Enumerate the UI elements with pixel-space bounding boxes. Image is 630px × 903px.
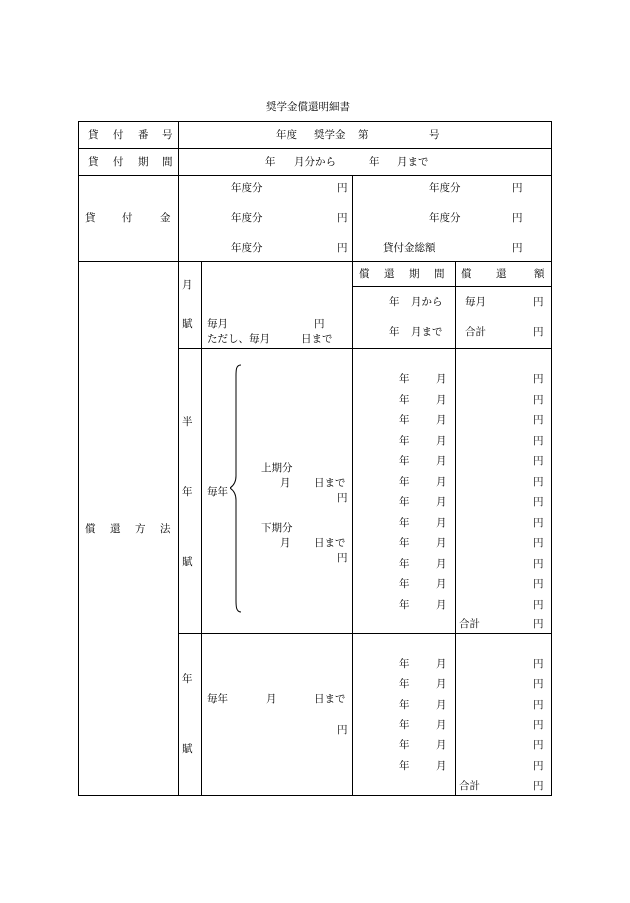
label-loan-amount-1: 貸 [85,212,96,224]
loan-number-go: 号 [429,129,440,141]
schedule-row-month: 月 [436,557,447,570]
annual-total-yen: 円 [533,780,544,792]
loan-yen: 円 [512,182,523,194]
schedule-row-yen: 円 [533,759,544,772]
schedule-row-yen: 円 [533,578,544,590]
schedule-row-yen: 円 [533,496,544,508]
semiannual-every-year: 毎年 [207,486,228,498]
schedule-row-yen: 円 [533,718,544,731]
semiannual-second-month: 月 [280,537,291,549]
schedule-row-month: 月 [436,658,447,670]
period-from-year: 年 [265,156,276,168]
annual-total: 合計 [459,780,480,792]
loan-yen: 円 [512,242,523,254]
schedule-row-year: 年 [399,678,410,691]
schedule-row-year: 年 [399,516,410,529]
loan-year-part: 年度分 [231,242,263,254]
schedule-row-month: 月 [436,455,447,467]
schedule-row-yen: 円 [533,678,544,691]
label-loan-amount-2: 付 [122,212,133,224]
schedule-row-yen: 円 [533,393,544,406]
schedule-row-yen: 円 [533,414,544,426]
semiannual-total: 合計 [459,618,480,630]
monthly-until-day: 日まで [301,333,333,345]
label-loan-number-3: 番 [138,129,149,141]
loan-number-fiscal-year: 年度 [276,129,297,141]
loan-yen: 円 [337,212,348,224]
loan-year-part: 年度分 [231,212,263,224]
monthly-amount-every: 毎月 [465,296,486,308]
monthly-amount-total-yen: 円 [533,326,544,338]
monthly-to-month: 月まで [411,326,443,338]
semiannual-second-yen: 円 [337,552,348,564]
loan-number-scholarship: 奨学金 [314,129,346,141]
period-from-month: 月分から [294,156,336,168]
schedule-row-month: 月 [436,698,447,711]
schedule-row-month: 月 [436,678,447,691]
monthly-every-month: 毎月 [207,318,228,330]
schedule-row-year: 年 [399,718,410,731]
annual-label-2: 賦 [182,743,193,755]
schedule-row-month: 月 [436,434,447,447]
schedule-row-month: 月 [436,475,447,488]
schedule-row-yen: 円 [533,434,544,447]
schedule-row-yen: 円 [533,373,544,385]
label-loan-number-4: 号 [162,129,173,141]
monthly-from-year: 年 [389,296,400,308]
label-loan-number-2: 付 [113,129,124,141]
schedule-row-year: 年 [399,759,410,772]
monthly-amount-total: 合計 [465,326,486,338]
semiannual-total-yen: 円 [533,618,544,630]
schedule-row-yen: 円 [533,598,544,611]
annual-yen: 円 [337,724,348,736]
loan-year-part: 年度分 [231,182,263,194]
label-repay-method-3: 方 [135,523,146,535]
label-loan-amount-3: 金 [160,212,171,224]
annual-every-year: 毎年 [207,693,228,705]
semiannual-first-until-day: 日まで [314,477,346,489]
label-loan-number-1: 貸 [88,129,99,141]
schedule-row-month: 月 [436,598,447,611]
schedule-row-yen: 円 [533,557,544,570]
label-loan-period-4: 間 [162,156,173,168]
period-to-year: 年 [369,156,380,168]
schedule-row-month: 月 [436,496,447,508]
monthly-label-2: 賦 [182,318,193,330]
semiannual-label-2: 年 [182,486,193,498]
schedule-row-year: 年 [399,658,410,670]
loan-year-part: 年度分 [429,212,461,224]
label-repay-method-1: 償 [85,523,96,535]
label-repay-method-4: 法 [160,523,171,535]
schedule-row-yen: 円 [533,455,544,467]
schedule-row-month: 月 [436,516,447,529]
label-loan-period-2: 付 [113,156,124,168]
col-repay-period-4: 間 [434,268,445,280]
monthly-yen: 円 [314,318,325,330]
semiannual-first-half: 上期分 [261,462,293,474]
schedule-row-year: 年 [399,414,410,426]
schedule-row-year: 年 [399,739,410,752]
semiannual-second-until-day: 日まで [314,537,346,549]
document-title: 奨学金償還明細書 [266,101,350,113]
col-repay-amount-2: 還 [496,268,507,280]
schedule-row-yen: 円 [533,537,544,549]
semiannual-label-3: 賦 [182,556,193,568]
schedule-row-month: 月 [436,578,447,590]
monthly-to-year: 年 [389,326,400,338]
monthly-proviso: ただし、毎月 [207,333,270,345]
label-loan-period-1: 貸 [88,156,99,168]
monthly-from-month: 月から [411,296,443,308]
loan-yen: 円 [337,242,348,254]
loan-number-dai: 第 [358,129,369,141]
schedule-row-yen: 円 [533,516,544,529]
schedule-row-year: 年 [399,598,410,611]
annual-month: 月 [266,693,277,705]
col-repay-amount-3: 額 [534,268,545,280]
schedule-row-month: 月 [436,414,447,426]
schedule-row-yen: 円 [533,698,544,711]
semiannual-first-yen: 円 [337,492,348,504]
semiannual-label-1: 半 [182,416,193,428]
schedule-row-year: 年 [399,537,410,549]
loan-total-label: 貸付金総額 [383,242,436,254]
monthly-label-1: 月 [182,279,193,291]
period-to-month: 月まで [397,156,429,168]
schedule-row-month: 月 [436,393,447,406]
label-loan-period-3: 期 [138,156,149,168]
schedule-row-year: 年 [399,434,410,447]
curly-brace-icon [230,364,244,614]
schedule-row-month: 月 [436,373,447,385]
semiannual-first-month: 月 [280,477,291,489]
semiannual-second-half: 下期分 [261,522,293,534]
schedule-row-year: 年 [399,698,410,711]
schedule-row-month: 月 [436,537,447,549]
loan-yen: 円 [337,182,348,194]
loan-yen: 円 [512,212,523,224]
schedule-row-month: 月 [436,759,447,772]
monthly-amount-yen: 円 [533,296,544,308]
schedule-row-month: 月 [436,718,447,731]
loan-year-part: 年度分 [429,182,461,194]
annual-until-day: 日まで [314,693,346,705]
schedule-row-year: 年 [399,496,410,508]
col-repay-period-3: 期 [409,268,420,280]
schedule-row-yen: 円 [533,658,544,670]
schedule-row-yen: 円 [533,475,544,488]
schedule-row-month: 月 [436,739,447,752]
label-repay-method-2: 還 [110,523,121,535]
schedule-row-year: 年 [399,373,410,385]
schedule-row-year: 年 [399,557,410,570]
schedule-row-year: 年 [399,475,410,488]
col-repay-period-2: 還 [384,268,395,280]
schedule-row-year: 年 [399,455,410,467]
schedule-row-year: 年 [399,393,410,406]
col-repay-period-1: 償 [359,268,370,280]
col-repay-amount-1: 償 [461,268,472,280]
annual-label-1: 年 [182,673,193,685]
schedule-row-year: 年 [399,578,410,590]
schedule-row-yen: 円 [533,739,544,752]
